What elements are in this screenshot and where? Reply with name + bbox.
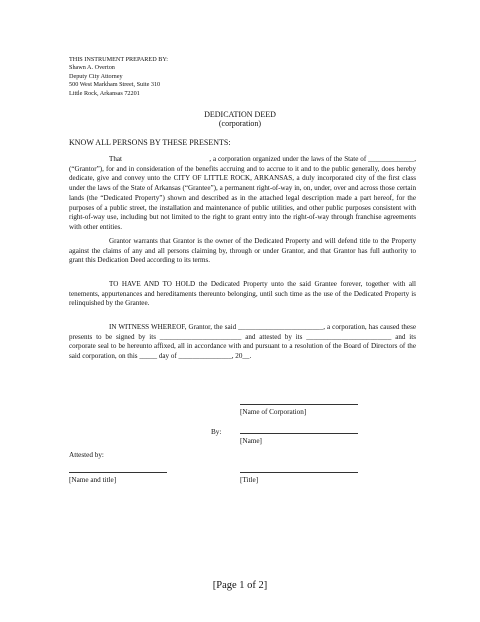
preparer-street: 500 West Markham Street, Suite 310 [69,81,161,89]
by-label: By: [211,428,222,436]
title-signature-line[interactable] [240,472,358,473]
preparer-heading: THIS INSTRUMENT PREPARED BY: [69,56,168,63]
document-title: DEDICATION DEED [204,110,276,119]
by-signature-line[interactable] [240,433,358,434]
preparer-block [69,56,168,98]
preparer-title: Deputy City Attorney [69,72,123,80]
warranty-paragraph-text: Grantor warrants that Grantor is the owner of the Dedicated Property and will defend title to the Property against the claims of any and all persons claiming by, through or under Grantor, and that Grantor has full authority to grant this Dedication Deed according to its terms. [69,237,416,265]
habendum-paragraph-text: TO HAVE AND TO HOLD the Dedicated Property unto the said Grantee forever, together with all tenements, appurtenances and hereditaments thereunto belonging, until such time as the use of the Dedicated Property is relinquished by the Grantee. [69,280,416,308]
attester-name-title-label: [Name and title] [69,476,117,484]
grant-paragraph [69,155,416,233]
document-subtitle: (corporation) [218,119,262,128]
attester-signature-line[interactable] [69,472,167,473]
preparer-city: Little Rock, Arkansas 72201 [69,89,140,97]
preparer-name: Shawn A. Overton [69,64,115,72]
know-all-heading: KNOW ALL PERSONS BY THESE PRESENTS: [69,138,231,147]
signer-name-label: [Name] [240,437,262,445]
corporation-name-label: [Name of Corporation] [240,408,307,416]
signer-title-label: [Title] [240,476,259,484]
habendum-paragraph [69,280,416,309]
page-number: [Page 1 of 2] [212,580,268,591]
grant-paragraph-text: That , a corporation organized under the laws of the State of _____________, (“Grantor”), for and in consideration of the benefits accruing and to accrue to it and to the public generally, does hereby dedicate, give and convey unto the CITY OF LITTLE ROCK, ARKANSAS, a duly incorporated city of the first class under the laws of the State of Arkansas (“Grantee”), a permanent right-of-way in, on, under, over and across those certain lands (the “Dedicated Property”) shown and described as in the attached legal description made a part hereof, for the purposes of a public street, the installation and maintenance of public utilities, and other public purposes consistent with right-of-way use, including but not limited to the right to grant entry into the right-of-way through franchise agreements with other entities. [69,155,418,231]
warranty-paragraph [69,237,416,266]
attested-by-label: Attested by: [69,451,104,459]
corporation-signature-line[interactable] [240,404,358,405]
witness-paragraph [69,323,416,362]
witness-paragraph-text: IN WITNESS WHEREOF, Grantor, the said ________________________, a corporation, has caused these presents to be signed by its _______________________ and attested by its ________________________ and its corporate seal to be hereunto affixed, all in accordance with and pursuant to a resolution of the Board of Directors of the said corporation, on this _____ day of _______________, 20__. [69,323,416,361]
